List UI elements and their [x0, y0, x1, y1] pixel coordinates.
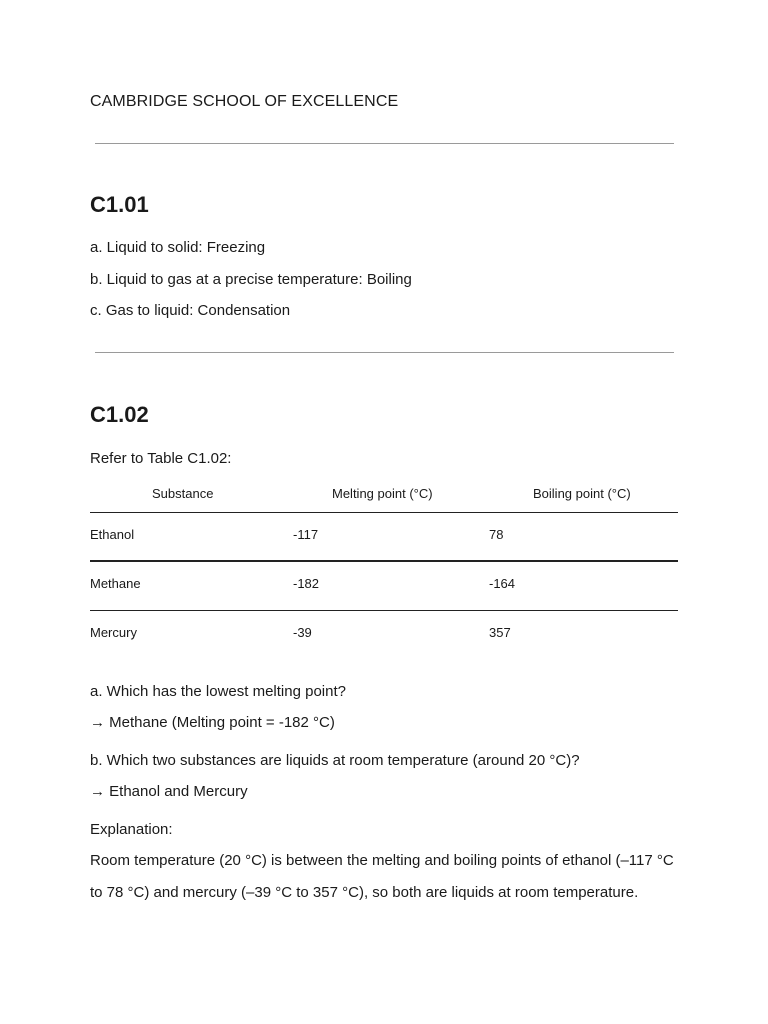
question-a: a. Which has the lowest melting point?: [90, 683, 346, 700]
table-reference: Refer to Table C1.02:: [90, 450, 232, 467]
table-header-cell: Substance: [152, 486, 214, 501]
explanation-text-line: to 78 °C) and mercury (–39 °C to 357 °C), so both are liquids at room temperature.: [90, 884, 639, 901]
answer-line-b: b. Liquid to gas at a precise temperature: Boiling: [90, 271, 412, 288]
table-row: [90, 562, 678, 611]
section-divider: [95, 143, 674, 144]
answer-line-c: c. Gas to liquid: Condensation: [90, 302, 291, 319]
school-name: CAMBRIDGE SCHOOL OF EXCELLENCE: [90, 93, 399, 110]
explanation-text-line: Room temperature (20 °C) is between the melting and boiling points of ethanol (–117 °C: [90, 852, 674, 869]
section-divider: [95, 352, 674, 353]
table-cell: Ethanol: [90, 527, 135, 542]
explanation-label: Explanation:: [90, 821, 173, 838]
table-row: [90, 611, 678, 659]
table-cell: -182: [293, 576, 320, 591]
table-header-cell: Boiling point (°C): [533, 486, 631, 501]
table-cell: Methane: [90, 576, 141, 591]
question-b: b. Which two substances are liquids at room temperature (around 20 °C)?: [90, 752, 580, 769]
section-title-c1-02: C1.02: [90, 402, 149, 427]
table-cell: -117: [293, 527, 319, 542]
table-cell: -39: [293, 625, 312, 640]
substance-table: [90, 474, 678, 659]
answer-b: → Ethanol and Mercury: [90, 783, 248, 800]
table-cell: 357: [489, 625, 511, 640]
table-cell: 78: [489, 527, 504, 542]
answer-a: → Methane (Melting point = -182 °C): [90, 714, 335, 731]
section-title-c1-01: C1.01: [90, 192, 149, 217]
table-header-row: [90, 474, 678, 513]
table-cell: Mercury: [90, 625, 137, 640]
answer-line-a: a. Liquid to solid: Freezing: [90, 239, 266, 256]
table-cell: -164: [489, 576, 516, 591]
table-header-cell: Melting point (°C): [332, 486, 433, 501]
table-row: [90, 513, 678, 562]
